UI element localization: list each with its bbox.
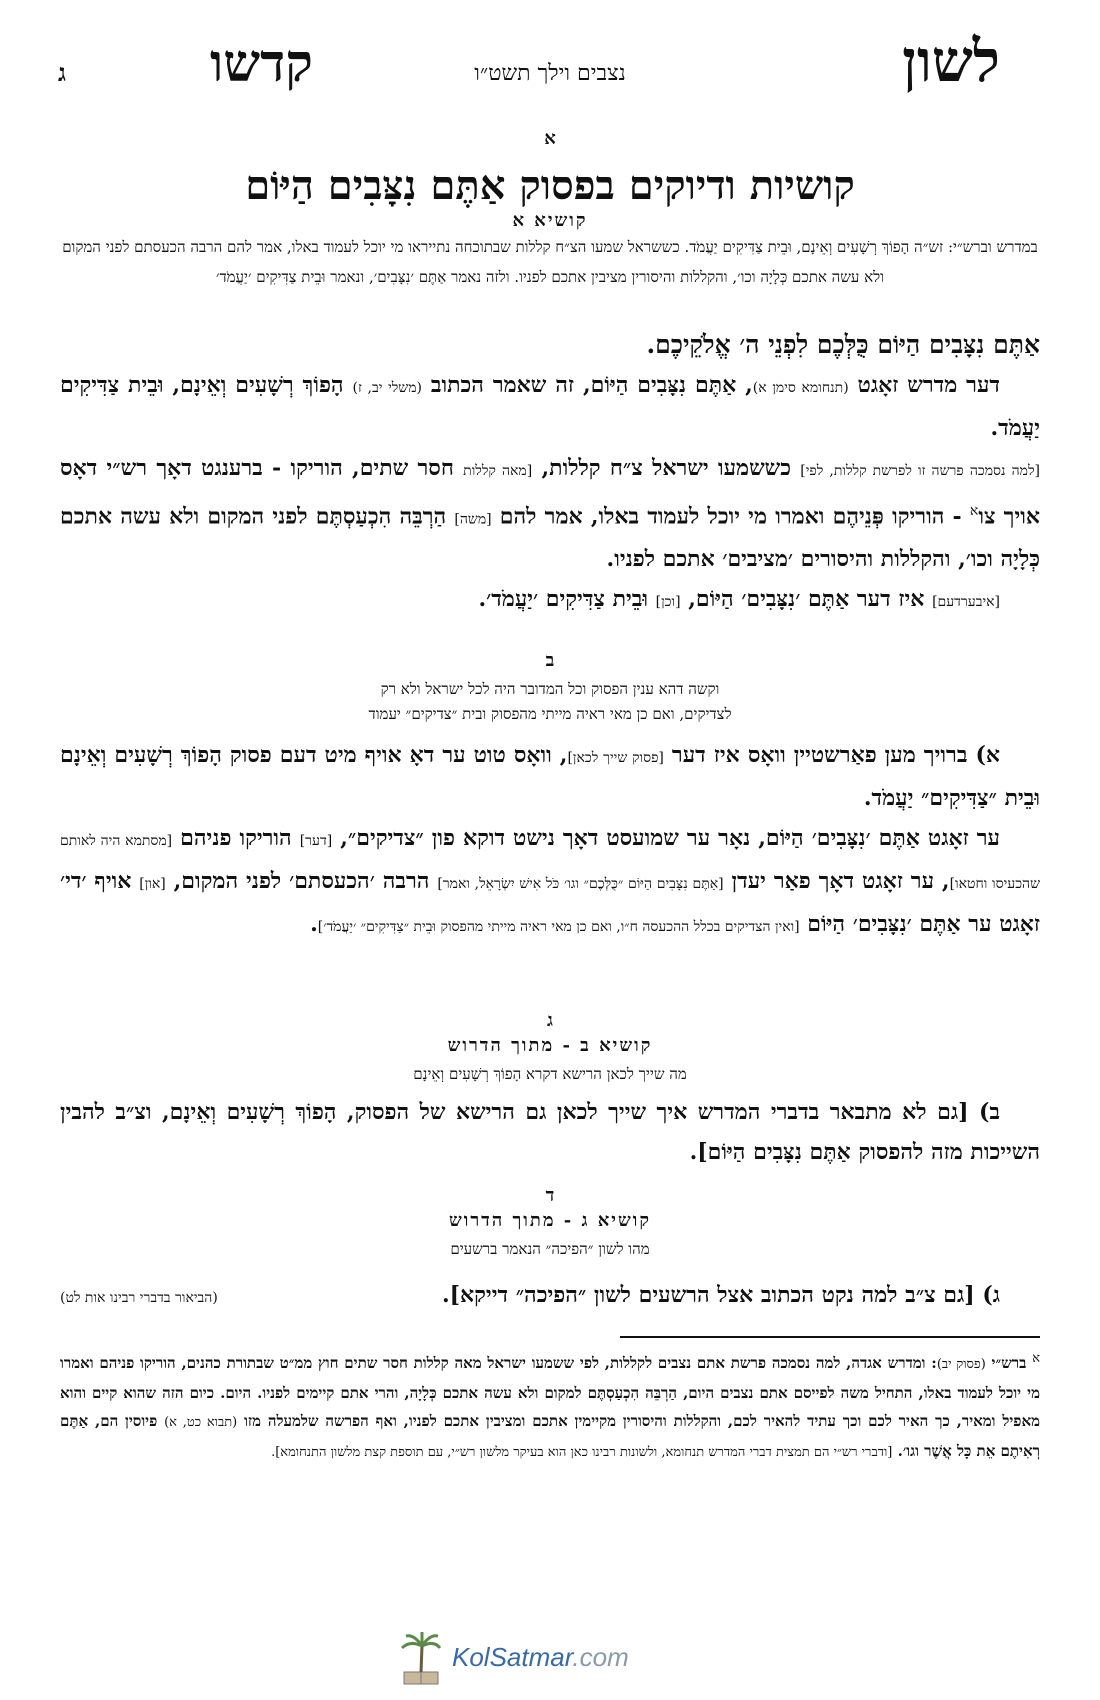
- section-b-sub-1: וקשה דהא ענין הפסוק וכל המדובר היה לכל ישראל ולא רק: [380, 680, 720, 698]
- bracket-note: [מאה קללות: [463, 463, 533, 479]
- section-letter-a: א: [544, 128, 556, 149]
- footnote-divider: [620, 1336, 1040, 1338]
- section-d-body: [330, 1275, 1040, 1315]
- palm-tree-book-icon: [396, 1632, 446, 1688]
- text-run: הַרְבֵּה הִכְעַסְתֶּם לפני המקום ולא עשה אתכם כְּלָיָה וכו׳, והקללות והיסורים ׳מציבים׳ אתכם לפניו.: [60, 503, 1040, 573]
- bracket-note: [אַתֶּם נִצָּבִים הַיּוֹם ״כֻּלְּכֶם״ וגו׳ כֹּל אִישׁ יִשְׂרָאֵל, ואמר]: [437, 876, 724, 892]
- text-run: - הוריקו פְּנֵיהֶם ואמרו מי יוכל לעמוד באלו, אמר להם: [491, 503, 970, 530]
- section-letter-d: ד: [545, 1185, 555, 1206]
- text-run: הוריקו פניהם: [172, 825, 300, 851]
- text-run: אויף ׳די׳ זאָגט ער אַתֶּם ׳נִצָּבִים׳ הַיּוֹם: [60, 868, 1040, 937]
- verse: אַתֶּם נִצָּבִים הַיּוֹם כֻּלְּכֶם לִפְנֵי ה׳ אֱלֹקֵיכֶם.: [646, 330, 1040, 359]
- paragraph: ג) [גם צ״ב למה נקט הכתוב אצל הרשעים לשון ״הפיכה״ דייקא].: [441, 1282, 1000, 1308]
- text-run: פיוסין הם, אַתֶּם רְאִיתֶם אֵת כָּל אֲשֶׁר וגו׳.: [60, 1412, 1040, 1460]
- logo-tld: .com: [572, 1642, 629, 1672]
- paragraph: [60, 818, 1040, 947]
- text-run: הָפוֹךְ רְשָׁעִים וְאֵינָם, וּבֵית צַדִּיקִים יַעֲמֹד.: [60, 372, 1040, 441]
- source-ref: (תנחומא סימן א): [752, 380, 849, 396]
- text-run: חסר שתים, הוריקו - ברענגט דאָך רש״י דאָס אויך צו: [60, 455, 1040, 530]
- logo-text[interactable]: [452, 1642, 629, 1673]
- header-title-right: לשון: [902, 27, 1000, 95]
- footnote-marker[interactable]: א: [969, 503, 979, 519]
- text-run: , אַתֶּם נִצָּבִים הַיּוֹם, זה שאמר הכתוב: [421, 372, 753, 398]
- bracket-note: [משה]: [454, 511, 492, 528]
- text-run: : ומדרש אגדה, למה נסמכה פרשת אתם נצבים לקללות, לפי ששמעו ישראל מאה קללות חסר שתים חוץ ממ״ט שבתורת כהנים, הוריקו פניהם ואמרו מי יוכל לעמוד באלו, התחיל משה לפייסם אתם נצבים היום, הַרְבֵּה הִכְעַסְתֶּם למקום ולא עשה אתכם כְּלָיָה, והרי אתם קיימים לפניו. היום. כיום הזה שהוא קיים והוא מאפיל ומאיר, כך האיר לכם וכך עתיד להאיר לכם, והקללות והיסורין מקיימין אתכם ומציבין אתכם לפניו, ואף הפרשה שלמעלה מזו: [60, 1354, 1040, 1430]
- text-run: ער זאָגט אַתֶּם ׳נִצָּבִים׳ הַיּוֹם, נאָר ער שמועסט דאָך נישט דוקא פון ״צדיקים״,: [332, 825, 1001, 851]
- text-run: הרבה ׳הכעסתם׳ לפני המקום,: [165, 868, 438, 894]
- bracket-note: [דער]: [299, 833, 333, 849]
- header-title-left: קדשו: [210, 33, 313, 94]
- bracket-note: [איבערדעם]: [932, 594, 1000, 611]
- text-run: , ער זאָגט דאָך פאַר יעדן: [723, 868, 950, 894]
- text-run: ברש״י: [985, 1354, 1033, 1372]
- section-b-body: [60, 735, 1040, 947]
- paragraph: [60, 365, 1040, 448]
- section-a-body: [60, 325, 1040, 622]
- footnote-mark: א: [1032, 1351, 1040, 1366]
- section-d-sub: מהו לשון ״הפיכה״ הנאמר ברשעים: [450, 1240, 650, 1258]
- bracket-note: [פסוק שייך לכאן]: [567, 750, 664, 766]
- bracket-note: [ואין הצדיקים בכלל ההכעסה ח״ו, ואם כן מאי ראיה מייתי מהפסוק וּבֵית ״צַדִּיקִים״ ׳יַעֲמֹד׳]: [317, 919, 800, 935]
- question-heading-3: קושיא ג - מתוך הדרוש: [448, 1210, 652, 1231]
- bracket-note: [וכן]: [655, 594, 681, 611]
- summary-block: במדרש וברש״י: זש״ה הָפוֹךְ רְשָׁעִים וְאֵינָם, וּבֵית צַדִּיקִים יַעֲמֹד. כששראל שמעו הצ״ח קללות שבתוכחה נתייראו מי יוכל לעמוד באלו, אמר להם הרבה הכעסתם לפני המקום ולא עשה אתכם כְּלָיָה וכו׳, והקללות והיסורין מציבין אתכם לפניו. ולזה נאמר אַתֶּם ׳נִצָּבִים׳, ונאמר וּבֵית צַדִּיקִים ׳יַעֲמֹד׳: [62, 238, 1038, 286]
- paragraph: [60, 579, 1040, 622]
- text-run: , וואָס טוט ער דאָ אויף מיט דעם פסוק הָפוֹךְ רְשָׁעִים וְאֵינָם וּבֵית ״צַדִּיקִים״ יַעֲמֹד.: [60, 742, 1040, 811]
- page-number: ג: [58, 58, 66, 87]
- source-ref: (משלי יב, ז): [352, 380, 422, 396]
- question-heading-2: קושיא ב - מתוך הדרוש: [447, 1035, 653, 1056]
- watermark-logo: [0, 1632, 1100, 1692]
- main-heading: קושיות ודיוקים בפסוק אַתֶּם נִצָּבִים הַיּוֹם: [245, 162, 855, 209]
- bracket-note: [למה נסמכה פרשה זו לפרשת קללות, לפי]: [800, 463, 1040, 479]
- section-c-body: [60, 1092, 1040, 1172]
- section-c-sub: מה שייך לכאן הרישא דקרא הָפוֹךְ רְשָׁעִים וְאֵינָם: [413, 1065, 687, 1083]
- text-run: [ודברי רש״י הם תמצית דברי המדרש תנחומא, ולשונות רבינו כאן הוא בעיקר מלשון רש״י, עם תוספת קצת מלשון התנחומא].: [271, 1445, 893, 1460]
- paragraph: ב) [גם לא מתבאר בדברי המדרש איך שייך לכאן גם הרישא של הפסוק, הָפוֹךְ רְשָׁעִים וְאֵינָם, וצ״ב להבין השייכות מזה להפסוק אַתֶּם נִצָּבִים הַיּוֹם].: [60, 1099, 1040, 1165]
- text-run: איז דער אַתֶּם ׳נִצָּבִים׳ הַיּוֹם,: [680, 586, 933, 613]
- source-ref: (תבוא כט, א): [164, 1415, 238, 1430]
- section-letter-c: ג: [547, 1010, 553, 1031]
- logo-name: KolSatmar: [452, 1642, 573, 1672]
- text-run: דער מדרש זאָגט: [848, 372, 1000, 398]
- source-ref: (פסוק יב): [936, 1357, 986, 1372]
- header-subtitle: נצבים וילך תשט״ו: [474, 61, 626, 86]
- bracket-note: [מסתמא היה לאותם שהכעיסו וחטאו]: [60, 833, 1041, 892]
- text-run: וּבֵית צַדִּיקִים ׳יַעֲמֹד׳.: [478, 586, 656, 613]
- text-run: א) ברויך מען פאַרשטיין וואָס איז דער: [663, 742, 1000, 768]
- text-run: .: [310, 911, 318, 937]
- paragraph: [60, 735, 1040, 818]
- section-b-sub-2: לצדיקים, ואם כן מאי ראיה מייתי מהפסוק ובית ״צדיקים״ יעמוד: [368, 705, 732, 723]
- bracket-note: [און]: [139, 876, 166, 892]
- footnote: [60, 1345, 1040, 1467]
- section-letter-b: ב: [545, 650, 555, 671]
- text-run: כששמעו ישראל צ״ח קללות,: [532, 455, 801, 481]
- cross-reference: (הביאור בדברי רבינו אות לט): [60, 1290, 218, 1306]
- paragraph: [60, 448, 1040, 579]
- question-heading-1: קושיא א: [512, 210, 588, 231]
